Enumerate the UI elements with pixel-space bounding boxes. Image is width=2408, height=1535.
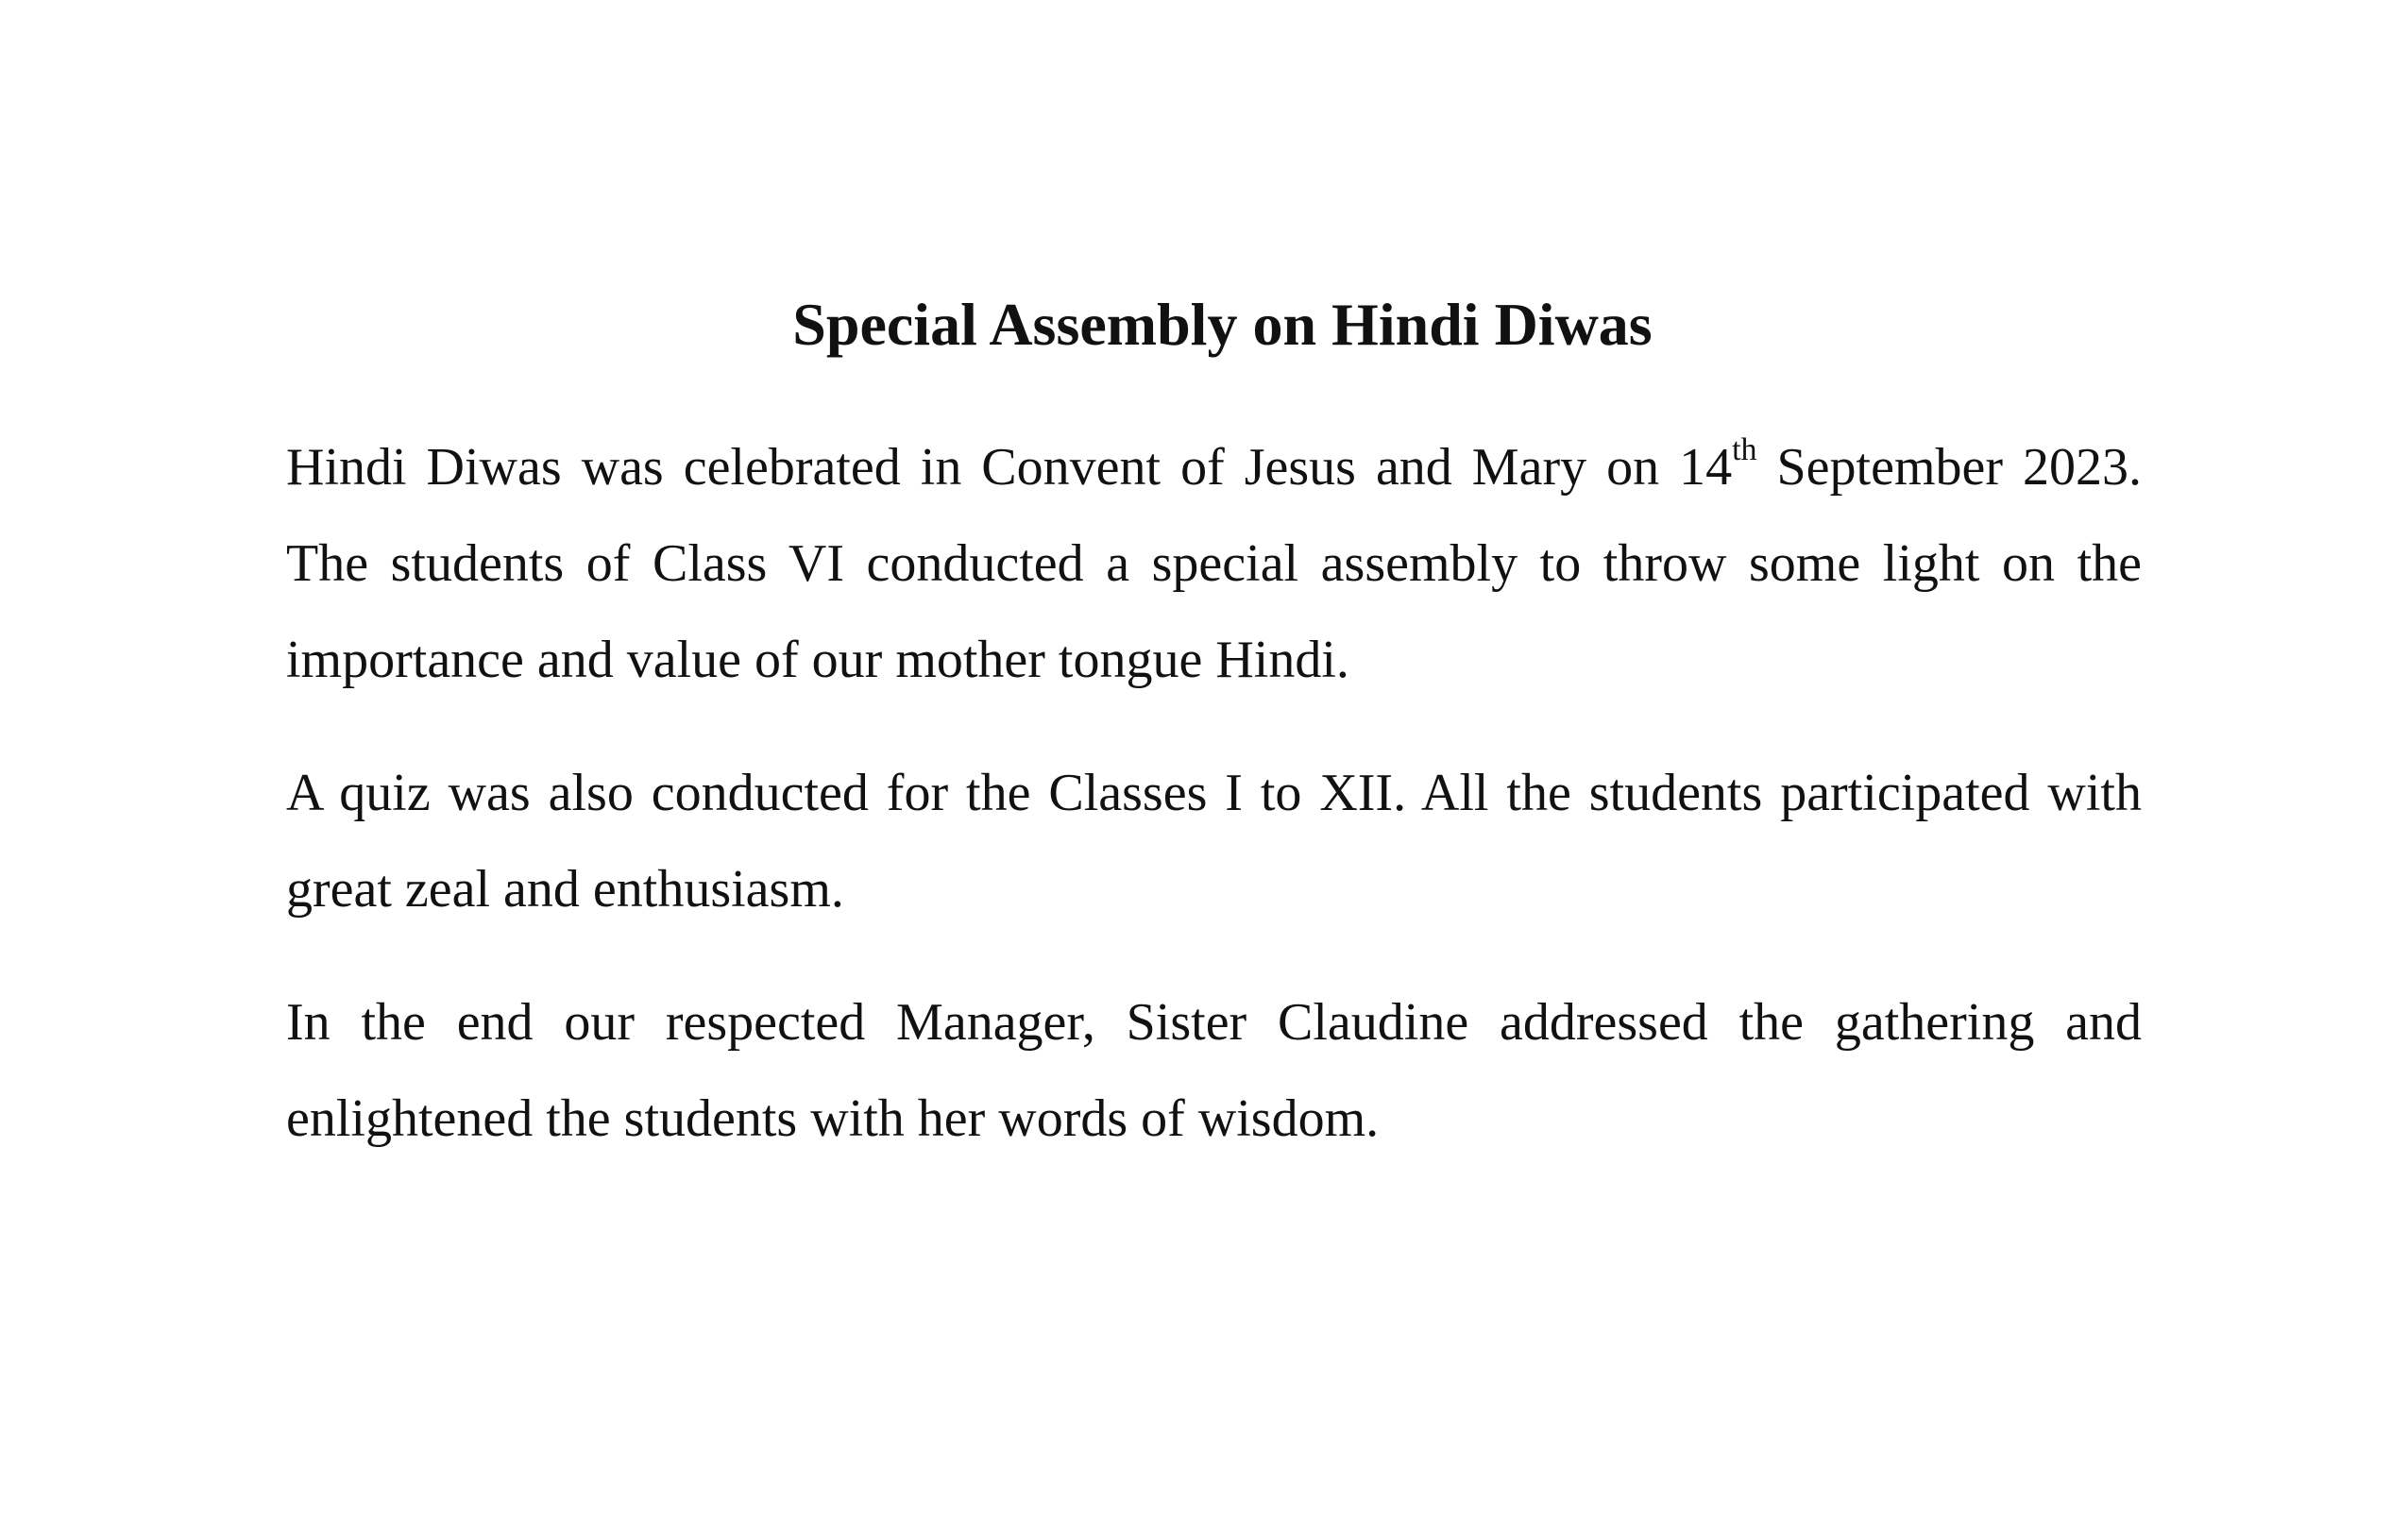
ordinal-suffix: th <box>1732 432 1757 467</box>
paragraph-text-after-date: September 2023. The students of Class VI conducted a special assembly to throw some light on the importance and value of our mother tongue Hindi. <box>286 438 2142 689</box>
page-title: Special Assembly on Hindi Diwas <box>792 291 1653 358</box>
document-page <box>286 283 2142 1167</box>
paragraph-manager-address: In the end our respected Manager, Sister Claudine addressed the gathering and enlightened the students with her words of wisdom. <box>286 993 2142 1148</box>
paragraph-quiz: A quiz was also conducted for the Classes I to XII. All the students participated with great zeal and enthusiasm. <box>286 764 2142 919</box>
paragraph-text-before-date: Hindi Diwas was celebrated in Convent of Jesus and Mary on 14 <box>286 438 1733 497</box>
paragraph-hindi-diwas-celebration <box>286 419 2142 708</box>
